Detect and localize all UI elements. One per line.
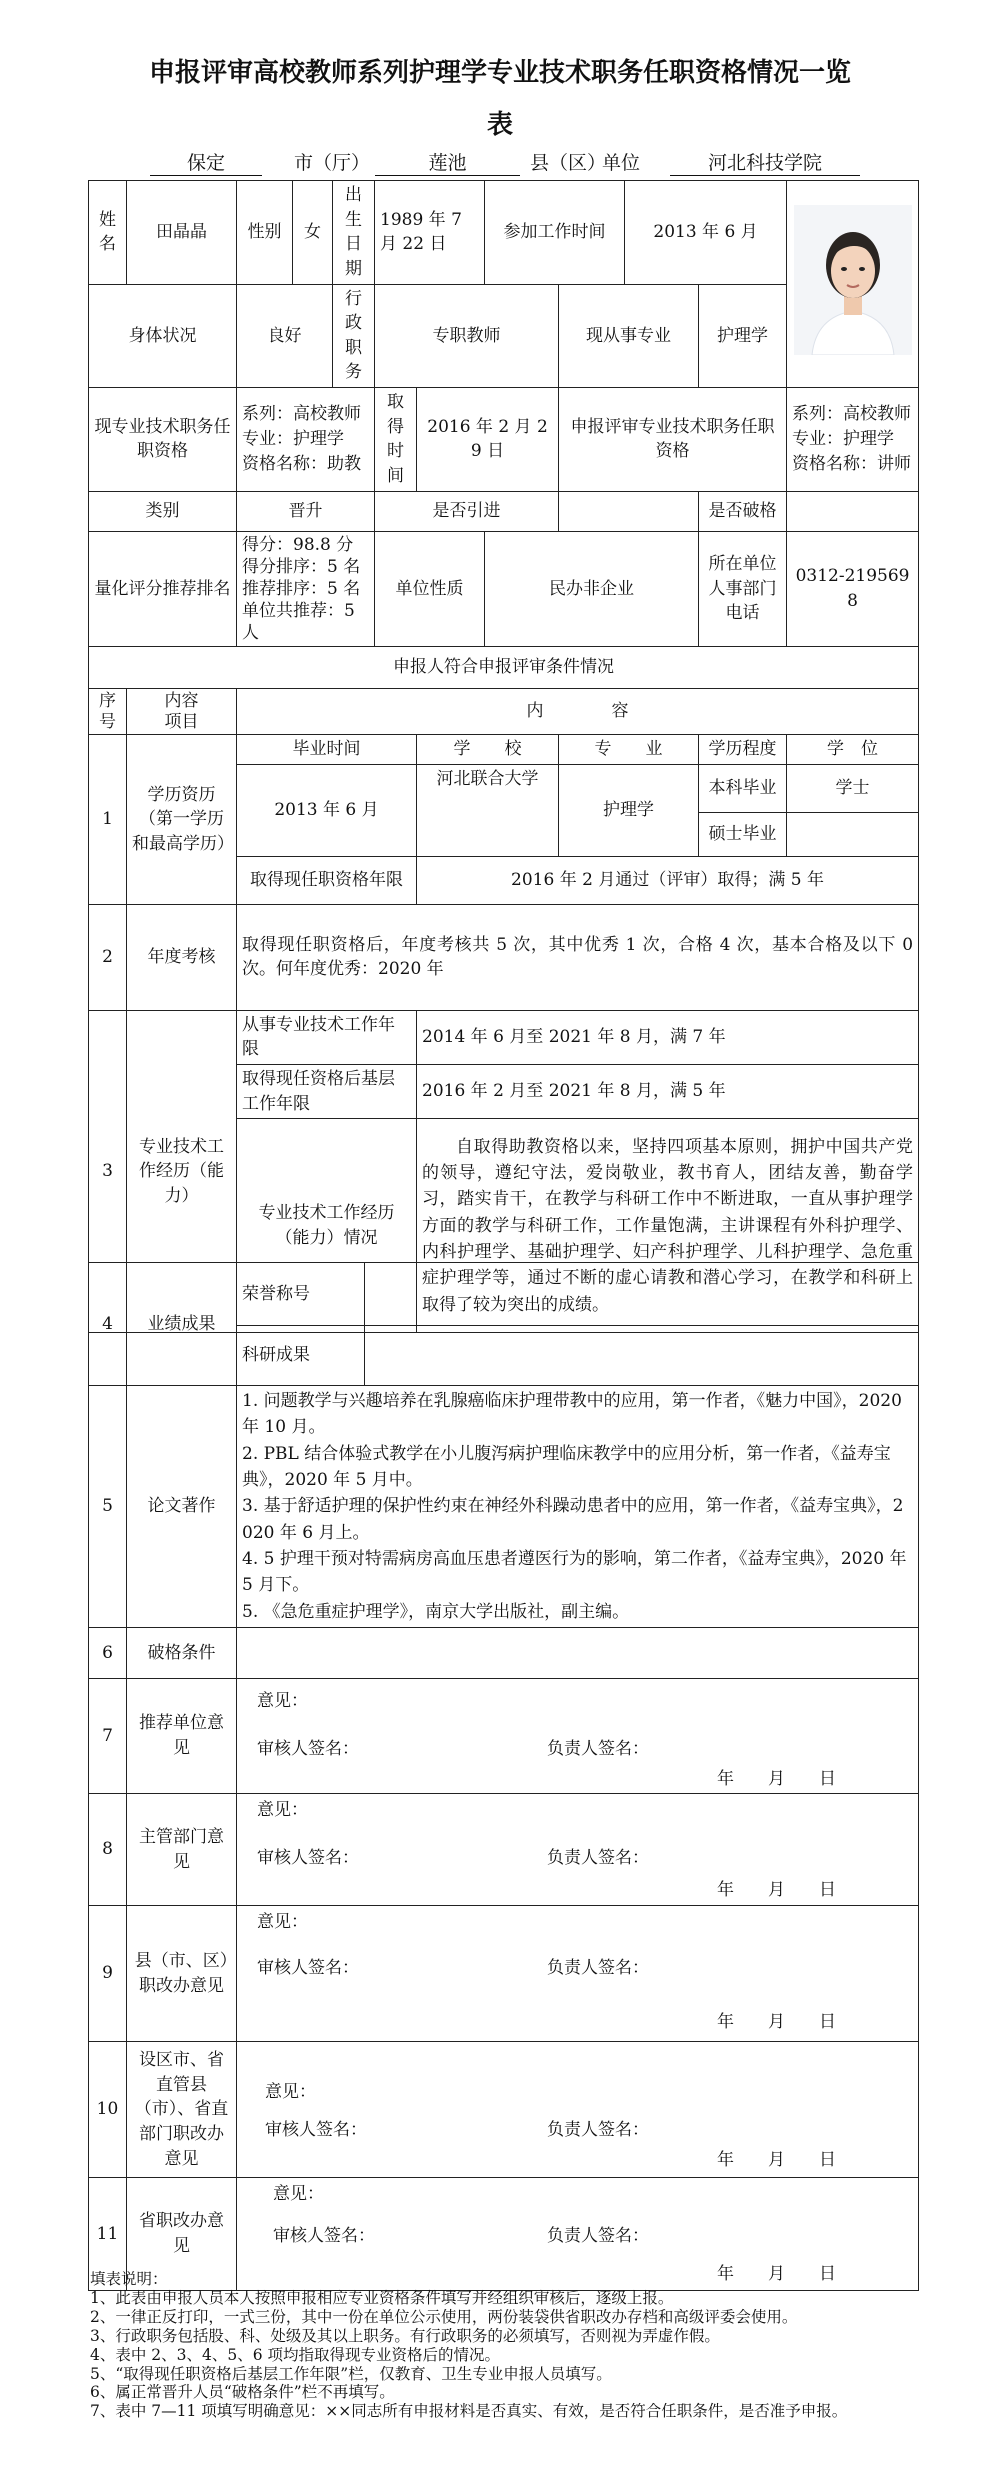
major-label: 现从事专业 <box>559 284 699 388</box>
leader-sign: 负责人签名： <box>547 2226 649 2247</box>
edu-level-header: 学历程度 <box>699 735 787 765</box>
introduced-label: 是否引进 <box>375 491 559 531</box>
review-table <box>88 1262 919 2291</box>
sign-date: 年 月 日 <box>717 2264 836 2285</box>
reviewer-sign: 审核人签名： <box>257 1739 359 1760</box>
instructions <box>90 2270 916 2421</box>
birth-label: 出生日期 <box>333 181 375 285</box>
photo <box>787 181 919 388</box>
hr-phone-value: 0312-2195698 <box>787 531 919 646</box>
instruction-item: 4、表中 2、3、4、5、6 项均指取得现专业资格后的情况。 <box>90 2345 501 2364</box>
instruction-item: 3、行政职务包括股、科、处级及其以上职务。有行政职务的必须填写，否则视为弄虚作假。 <box>90 2326 720 2345</box>
leader-sign: 负责人签名： <box>547 1958 649 1979</box>
annual-seq: 2 <box>89 904 127 1010</box>
health-value: 良好 <box>237 284 333 388</box>
opinion-seq: 9 <box>89 1906 127 2042</box>
portrait-image <box>794 205 912 355</box>
papers-label: 论文著作 <box>127 1386 237 1628</box>
papers-list <box>237 1386 919 1628</box>
breakcond-label: 破格条件 <box>127 1628 237 1679</box>
introduced-value <box>559 491 699 531</box>
instruction-item: 6、属正常晋升人员“破格条件”栏不再填写。 <box>90 2383 395 2402</box>
edu-level-2: 硕士毕业 <box>699 812 787 856</box>
opinion-box <box>237 2042 918 2177</box>
reviewer-sign: 审核人签名： <box>257 1958 359 1979</box>
conditions-title: 申报人符合申报评审条件情况 <box>89 647 919 689</box>
paper-item: 3. 基于舒适护理的保护性约束在神经外科躁动患者中的应用，第一作者，《益寿宝典》，2020 年 6 月上。 <box>242 1496 904 1543</box>
sign-date: 年 月 日 <box>717 1880 836 1901</box>
paper-item: 4. 5 护理干预对特需病房高血压患者遵医行为的影响，第二作者，《益寿宝典》，2020 年 5 月下。 <box>242 1549 907 1596</box>
county-value: 莲池 <box>375 148 520 176</box>
breakcond-seq: 6 <box>89 1628 127 1679</box>
county-label: 县（区） <box>530 152 607 174</box>
opinion-text: 意见： <box>257 1912 308 1933</box>
leader-sign: 负责人签名： <box>547 2120 649 2141</box>
degree-header: 学 位 <box>787 735 919 765</box>
edu-level: 本科毕业 <box>699 764 787 812</box>
opinion-seq: 8 <box>89 1794 127 1906</box>
base-years-value: 2016 年 2 月至 2021 年 8 月，满 5 年 <box>417 1065 919 1119</box>
opinion-seq: 11 <box>89 2178 127 2291</box>
opinion-label: 设区市、省直管县（市）、省直部门职改办意见 <box>127 2042 237 2178</box>
breakcond-value <box>237 1628 919 1679</box>
paper-item: 2. PBL 结合体验式教学在小儿腹泻病护理临床教学中的应用分析，第一作者，《益寿宝典》，2020 年 5 月中。 <box>242 1443 891 1491</box>
sign-date: 年 月 日 <box>717 1769 836 1790</box>
sex-label: 性别 <box>237 181 293 285</box>
limit-value: 2016 年 2 月通过（评审）取得；满 5 年 <box>417 856 919 904</box>
sign-date: 年 月 日 <box>717 2012 836 2033</box>
page-title: 申报评审高校教师系列护理学专业技术职务任职资格情况一览 <box>148 58 851 88</box>
opinion-seq: 10 <box>89 2042 127 2178</box>
score-value: 得分：98.8 分 得分排序：5 名 推荐排序：5 名 单位共推荐：5 人 <box>237 531 375 646</box>
leader-sign: 负责人签名： <box>547 1848 649 1869</box>
health-label: 身体状况 <box>89 284 237 388</box>
seq-header: 序号 <box>89 689 127 735</box>
opinion-label: 县（市、区）职改办意见 <box>127 1906 237 2042</box>
content-header: 内 容 <box>237 689 919 735</box>
apply-title-value: 系列：高校教师 专业：护理学 资格名称：讲师 <box>787 388 919 492</box>
degree-2 <box>787 812 919 856</box>
opinion-box <box>237 1906 918 2041</box>
opinion-seq: 7 <box>89 1679 127 1794</box>
instruction-title: 填表说明： <box>90 2270 168 2288</box>
edu-label: 学历资历（第一学历和最高学历） <box>127 735 237 905</box>
edu-seq: 1 <box>89 735 127 905</box>
current-title-label: 现专业技术职务任职资格 <box>89 388 237 492</box>
work-start-value: 2013 年 6 月 <box>625 181 787 285</box>
unit-name: 河北科技学院 <box>670 148 860 176</box>
annual-text: 取得现任职资格后，年度考核共 5 次，其中优秀 1 次，合格 4 次，基本合格及以下 0 次。何年度优秀：2020 年 <box>237 904 919 1010</box>
experience-text: 自取得助教资格以来，坚持四项基本原则，拥护中国共产党的领导，遵纪守法，爱岗敬业，教书育人，团结友善，勤奋学习，踏实肯干，在教学与科研工作中不断进取，一直从事护理学方面的教学与科研工作，工作量饱满，主讲课程有外科护理学、内科护理学、基础护理学、妇产科护理学、儿科护理学、急危重症护理学等，通过不断的虚心请教和潜心学习，在教学和科研上取得了较为突出的成绩。 <box>417 1119 919 1333</box>
edu-major: 护理学 <box>559 764 699 856</box>
opinion-box <box>237 1794 918 1905</box>
obtain-time-label: 取得时间 <box>375 388 417 492</box>
reviewer-sign: 审核人签名： <box>257 1848 359 1869</box>
apply-title-label: 申报评审专业技术职务任职资格 <box>559 388 787 492</box>
opinion-label: 推荐单位意见 <box>127 1679 237 1794</box>
item-header: 内容 项目 <box>127 689 237 735</box>
name-value: 田晶晶 <box>127 181 237 285</box>
birth-value: 1989 年 7 月 22 日 <box>375 181 485 285</box>
limit-label: 取得现任职资格年限 <box>237 856 417 904</box>
opinion-text: 意见： <box>265 2082 316 2103</box>
work-years-value: 2014 年 6 月至 2021 年 8 月，满 7 年 <box>417 1010 919 1064</box>
city-value: 保定 <box>150 148 262 176</box>
page-title-cont: 表 <box>486 110 513 140</box>
admin-post-label: 行政职务 <box>333 284 375 388</box>
exception-value <box>787 491 919 531</box>
reviewer-sign: 审核人签名： <box>273 2226 375 2247</box>
instruction-item: 7、表中 7—11 项填写明确意见：××同志所有申报材料是否真实、有效，是否符合任职条件，是否准予申报。 <box>90 2402 848 2421</box>
honor-label: 荣誉称号 <box>237 1263 365 1326</box>
perf-label: 业绩成果 <box>127 1263 237 1386</box>
work-seq: 3 <box>89 1010 127 1333</box>
exception-label: 是否破格 <box>699 491 787 531</box>
research-label: 科研成果 <box>237 1326 365 1386</box>
opinion-text: 意见： <box>257 1800 308 1821</box>
honor-value <box>365 1263 919 1326</box>
unit-nature-value: 民办非企业 <box>485 531 699 646</box>
sex-value: 女 <box>293 181 333 285</box>
name-label: 姓名 <box>89 181 127 285</box>
unit-nature-label: 单位性质 <box>375 531 485 646</box>
reviewer-sign: 审核人签名： <box>265 2120 367 2141</box>
opinion-label: 主管部门意见 <box>127 1794 237 1906</box>
score-label: 量化评分推荐排名 <box>89 531 237 646</box>
work-start-label: 参加工作时间 <box>485 181 625 285</box>
unit-label: 单位 <box>602 152 641 174</box>
base-years-label: 取得现任资格后基层工作年限 <box>237 1065 417 1119</box>
degree: 学士 <box>787 764 919 812</box>
opinion-label: 省职改办意 见 <box>127 2178 237 2291</box>
papers-seq: 5 <box>89 1386 127 1628</box>
experience-label: 专业技术工作经历（能力）情况 <box>237 1119 417 1333</box>
opinion-box <box>237 1679 918 1793</box>
opinion-text: 意见： <box>257 1691 308 1712</box>
obtain-time-value: 2016 年 2 月 29 日 <box>417 388 559 492</box>
edu-major-header: 专 业 <box>559 735 699 765</box>
admin-post-value: 专职教师 <box>375 284 559 388</box>
work-years-label: 从事专业技术工作年限 <box>237 1010 417 1064</box>
instruction-item: 2、一律正反打印，一式三份，其中一份在单位公示使用，两份装袋供省职改办存档和高级评委会使用。 <box>90 2307 798 2326</box>
unit-line <box>150 148 860 178</box>
instruction-item: 5、“取得现任职资格后基层工作年限”栏，仅教育、卫生专业申报人员填写。 <box>90 2364 612 2383</box>
category-value: 晋升 <box>237 491 375 531</box>
sign-date: 年 月 日 <box>717 2150 836 2171</box>
paper-item: 1. 问题教学与兴趣培养在乳腺癌临床护理带教中的应用，第一作者，《魅力中国》，2020 年 10 月。 <box>242 1391 902 1438</box>
school: 河北联合大学 <box>417 764 559 856</box>
school-header: 学 校 <box>417 735 559 765</box>
opinion-text: 意见： <box>273 2184 324 2205</box>
info-table <box>88 180 919 1333</box>
major-value: 护理学 <box>699 284 787 388</box>
paper-item: 5. 《急危重症护理学》，南京大学出版社，副主编。 <box>242 1601 630 1622</box>
instruction-item: 1、此表由申报人员本人按照申报相应专业资格条件填写并经组织审核后，逐级上报。 <box>90 2288 674 2307</box>
research-value <box>365 1326 919 1386</box>
leader-sign: 负责人签名： <box>547 1739 649 1760</box>
grad-time: 2013 年 6 月 <box>237 764 417 856</box>
annual-label: 年度考核 <box>127 904 237 1010</box>
category-label: 类别 <box>89 491 237 531</box>
current-title-value: 系列：高校教师 专业：护理学 资格名称：助教 <box>237 388 375 492</box>
perf-seq: 4 <box>89 1263 127 1386</box>
hr-phone-label: 所在单位人事部门电话 <box>699 531 787 646</box>
grad-time-header: 毕业时间 <box>237 735 417 765</box>
work-label: 专业技术工作经历（能力） <box>127 1010 237 1333</box>
city-label: 市（厅） <box>294 152 371 174</box>
